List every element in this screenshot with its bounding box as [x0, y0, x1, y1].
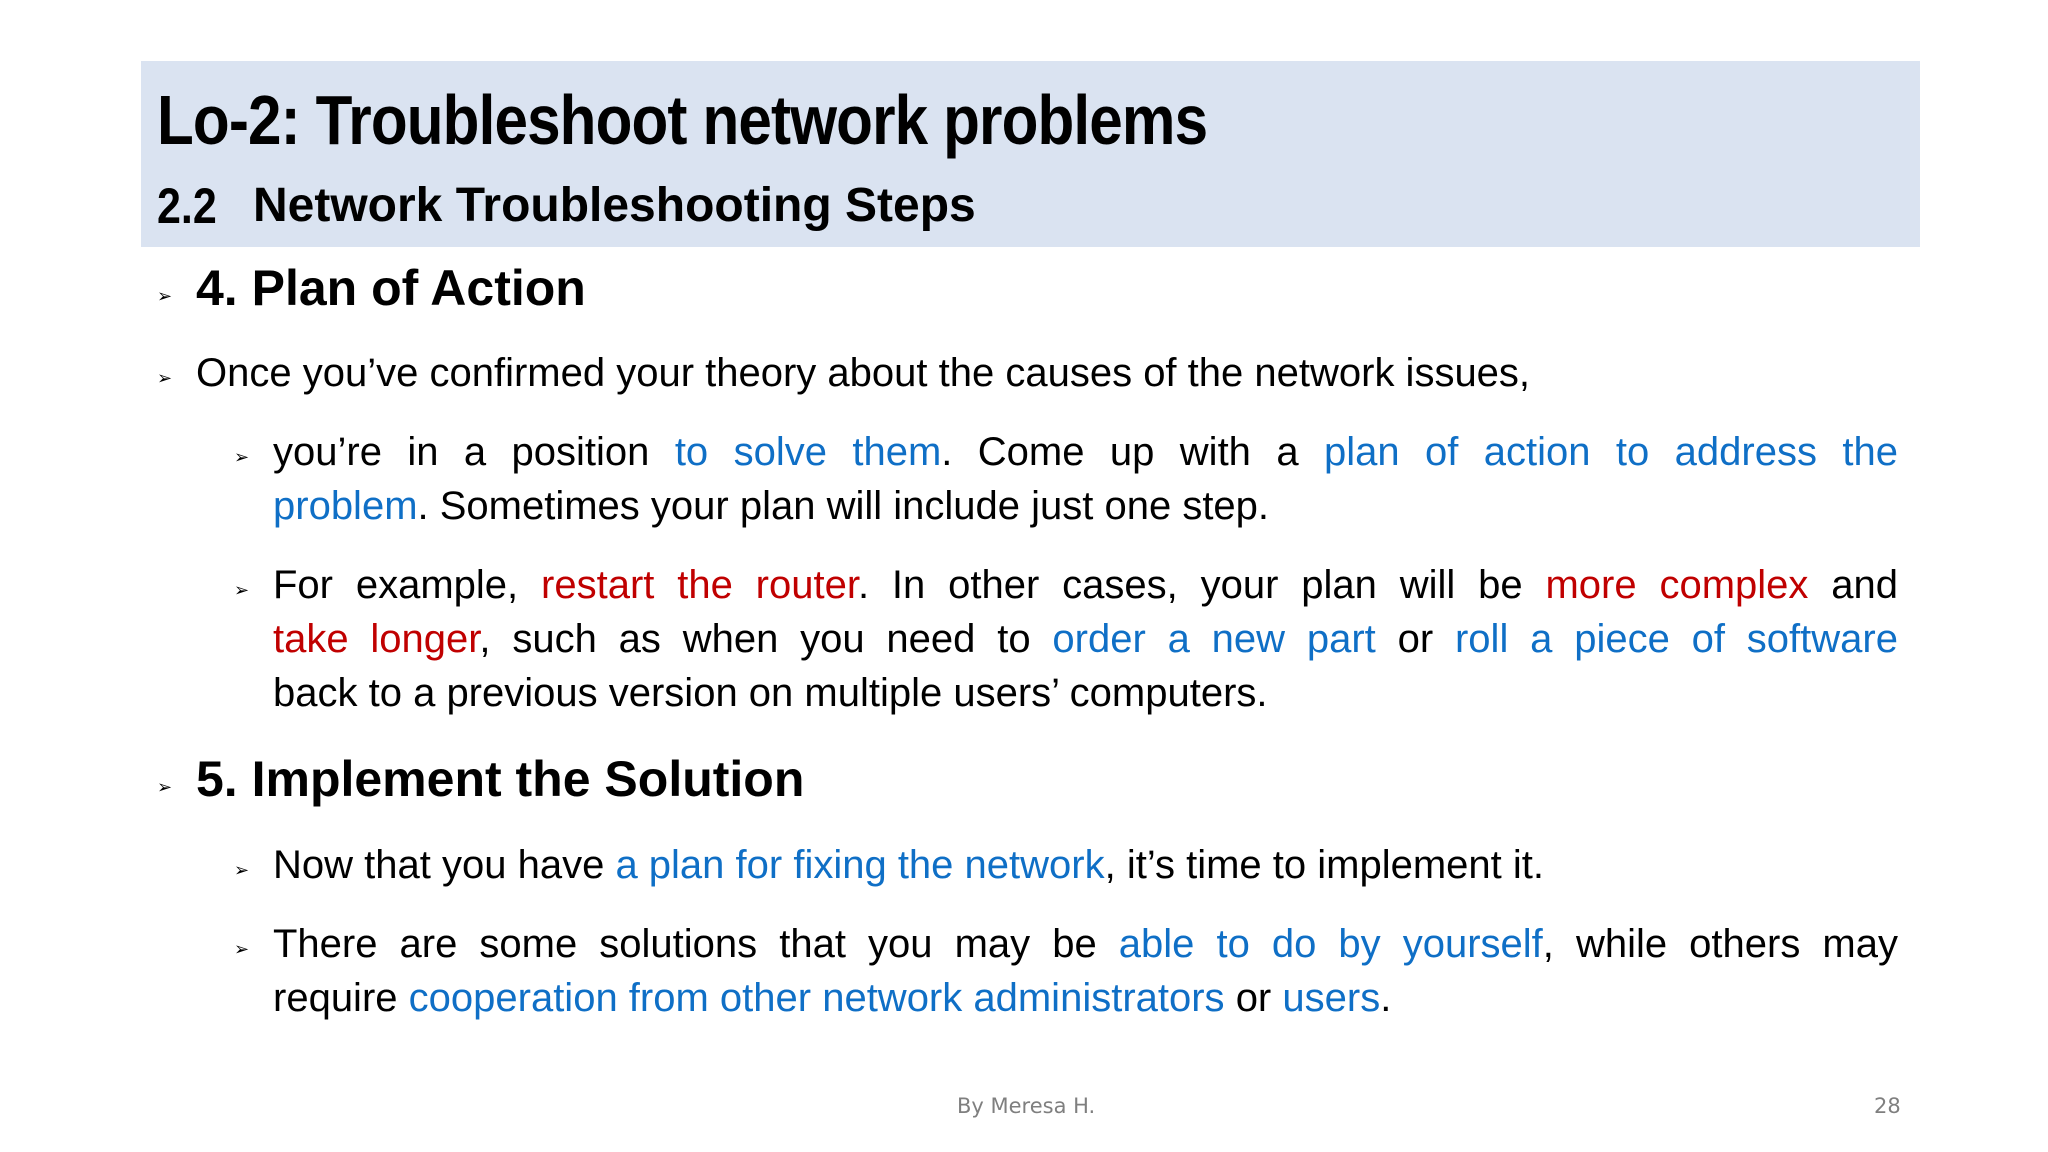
- paragraph-position-line-2: [273, 479, 1269, 533]
- heading-plan-of-action: 4. Plan of Action: [196, 260, 586, 316]
- text-segment: , such as when you need to: [479, 617, 1031, 661]
- text-segment: . Sometimes your plan will include just one step.: [417, 484, 1270, 528]
- footer-author: By Meresa H.: [957, 1094, 1096, 1118]
- highlight-blue: roll a piece of software: [1454, 617, 1898, 661]
- text-segment: Now that you have: [273, 843, 605, 887]
- bullet-arrow-icon: ➢: [234, 580, 250, 601]
- highlight-red: take longer: [273, 617, 480, 661]
- highlight-blue: a plan for fixing the network: [615, 843, 1105, 887]
- text-segment: For example,: [273, 563, 519, 607]
- bullet-arrow-icon: ➢: [157, 368, 173, 389]
- paragraph-now-that-you-have: [273, 838, 1544, 892]
- paragraph-example-line-2: [273, 612, 1898, 666]
- paragraph-example-line-3: back to a previous version on multiple users’ computers.: [273, 671, 1268, 715]
- highlight-red: restart the router: [541, 563, 858, 607]
- highlight-blue: able to do by yourself: [1118, 922, 1543, 966]
- text-segment: .: [1380, 976, 1392, 1020]
- bullet-arrow-icon: ➢: [234, 447, 250, 468]
- paragraph-example-line-1: [273, 558, 1898, 612]
- highlight-blue: to solve them: [674, 430, 942, 474]
- highlight-blue: order a new part: [1052, 617, 1376, 661]
- text-segment: , it’s time to implement it.: [1104, 843, 1545, 887]
- paragraph-confirmed-theory: Once you’ve confirmed your theory about the causes of the network issues,: [196, 351, 1531, 395]
- paragraph-some-solutions-line-1: [273, 917, 1898, 971]
- highlight-blue: plan of action to address the: [1323, 430, 1898, 474]
- bullet-arrow-icon: ➢: [157, 777, 173, 798]
- bullet-arrow-icon: ➢: [157, 286, 173, 307]
- highlight-blue: problem: [273, 484, 418, 528]
- text-segment: require: [273, 976, 398, 1020]
- paragraph-some-solutions-line-2: [273, 971, 1391, 1025]
- text-segment: or: [1235, 976, 1272, 1020]
- text-segment: you’re in a position: [273, 430, 650, 474]
- subtitle-text: Network Troubleshooting Steps: [253, 179, 976, 232]
- paragraph-position-line-1: [273, 425, 1898, 479]
- subtitle-number: 2.2: [157, 178, 217, 234]
- text-segment: and: [1831, 563, 1899, 607]
- bullet-arrow-icon: ➢: [234, 860, 250, 881]
- footer-page-number: 28: [1874, 1094, 1901, 1118]
- slide-subtitle: [157, 176, 976, 236]
- highlight-red: more complex: [1545, 563, 1809, 607]
- text-segment: . In other cases, your plan will be: [857, 563, 1523, 607]
- highlight-blue: cooperation from other network administrators: [408, 976, 1225, 1020]
- bullet-arrow-icon: ➢: [234, 939, 250, 960]
- text-segment: There are some solutions that you may be: [273, 922, 1097, 966]
- text-segment: . Come up with a: [941, 430, 1299, 474]
- text-segment: or: [1397, 617, 1434, 661]
- heading-implement-solution: 5. Implement the Solution: [196, 751, 805, 807]
- slide-title: Lo-2: Troubleshoot network problems: [157, 81, 1208, 159]
- highlight-blue: users: [1282, 976, 1381, 1020]
- text-segment: , while others may: [1542, 922, 1898, 966]
